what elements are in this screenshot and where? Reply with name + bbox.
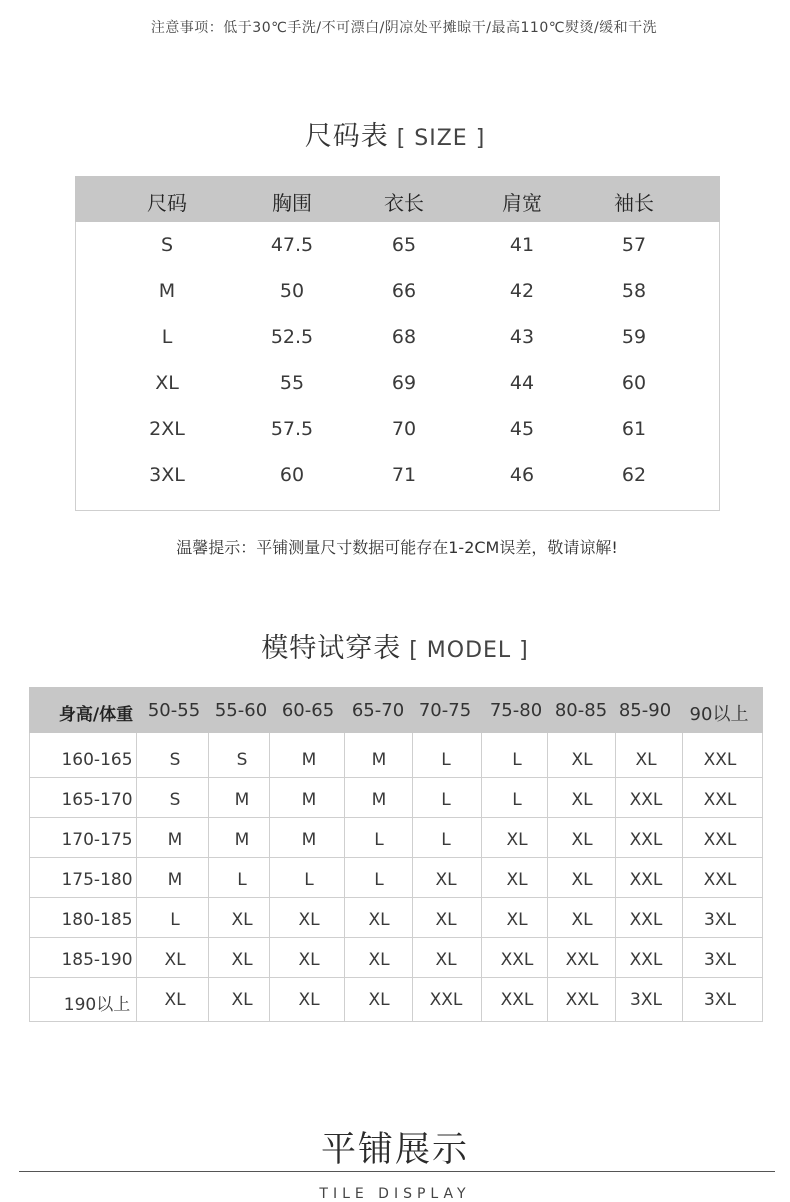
model-size-cell: XL <box>435 950 457 970</box>
model-size-cell: 3XL <box>704 990 736 1010</box>
model-size-cell: M <box>167 830 183 850</box>
size-table-cell: 57 <box>621 234 647 256</box>
size-table-cell: 41 <box>509 234 535 256</box>
model-size-cell: XXL <box>703 750 737 770</box>
size-table-cell: 68 <box>391 326 417 348</box>
size-header-cell: 尺码 <box>147 191 187 215</box>
model-header-weight: 60-65 <box>281 700 335 721</box>
model-size-cell: L <box>237 870 247 890</box>
model-row-height: 180-185 <box>61 910 133 930</box>
model-size-cell: XL <box>571 750 593 770</box>
model-size-cell: S <box>236 750 248 770</box>
model-size-cell: XXL <box>429 990 463 1010</box>
model-row-height: 165-170 <box>61 790 133 810</box>
model-row-height: 170-175 <box>61 830 133 850</box>
size-table <box>75 176 720 511</box>
model-size-cell: 3XL <box>630 990 662 1010</box>
model-header-weight: 85-90 <box>618 700 672 721</box>
table-row-divider <box>30 897 762 898</box>
size-table-cell: S <box>160 234 174 256</box>
size-table-cell: 71 <box>391 464 417 486</box>
size-header-cell: 袖长 <box>614 191 654 215</box>
model-size-cell: XL <box>298 990 320 1010</box>
model-table-body <box>29 733 763 1022</box>
size-chart-title-en: [ SIZE ] <box>396 126 486 151</box>
size-table-cell: 57.5 <box>270 418 314 440</box>
model-size-cell: XXL <box>629 790 663 810</box>
model-size-cell: L <box>374 830 384 850</box>
model-size-cell: M <box>167 870 183 890</box>
model-size-cell: XL <box>571 870 593 890</box>
model-size-cell: M <box>234 790 250 810</box>
model-header-weight: 65-70 <box>351 700 405 721</box>
model-chart-title-cn: 模特试穿表 <box>261 633 402 664</box>
model-size-cell: XXL <box>629 950 663 970</box>
size-table-cell: 42 <box>509 280 535 302</box>
model-size-cell: L <box>512 750 522 770</box>
model-size-cell: XXL <box>703 790 737 810</box>
table-row-divider <box>30 777 762 778</box>
model-size-cell: XL <box>231 950 253 970</box>
size-table-cell: 3XL <box>149 464 185 486</box>
model-size-cell: XL <box>571 910 593 930</box>
model-size-cell: XXL <box>565 990 599 1010</box>
model-header-weight: 55-60 <box>214 700 268 721</box>
size-header-cell: 衣长 <box>384 191 424 215</box>
model-size-cell: M <box>371 750 387 770</box>
size-table-cell: 60 <box>279 464 305 486</box>
size-table-cell: 44 <box>509 372 535 394</box>
model-size-cell: XXL <box>703 830 737 850</box>
size-table-cell: 43 <box>509 326 535 348</box>
model-size-cell: XXL <box>500 950 534 970</box>
model-size-cell: XL <box>435 910 457 930</box>
size-table-cell: 66 <box>391 280 417 302</box>
model-size-cell: L <box>304 870 314 890</box>
model-size-cell: L <box>170 910 180 930</box>
model-chart-title <box>0 626 790 665</box>
model-row-height: 190以上 <box>63 995 131 1015</box>
size-table-cell: 61 <box>621 418 647 440</box>
size-table-header <box>75 176 720 222</box>
size-table-cell: 58 <box>621 280 647 302</box>
model-size-cell: XL <box>231 990 253 1010</box>
model-size-cell: XXL <box>565 950 599 970</box>
measurement-tip: 温馨提示：平铺测量尺寸数据可能存在1-2CM误差，敬请谅解! <box>176 538 618 557</box>
size-table-cell: 47.5 <box>270 234 314 256</box>
table-row-divider <box>30 857 762 858</box>
size-table-cell: 62 <box>621 464 647 486</box>
size-table-cell: 45 <box>509 418 535 440</box>
model-header-corner: 身高/体重 <box>58 705 134 725</box>
size-header-cell: 胸围 <box>272 191 312 215</box>
size-table-cell: 70 <box>391 418 417 440</box>
model-size-cell: XL <box>571 790 593 810</box>
model-size-cell: M <box>371 790 387 810</box>
model-size-cell: XL <box>231 910 253 930</box>
model-size-cell: XL <box>571 830 593 850</box>
size-table-cell: L <box>161 326 173 348</box>
model-header-weight: 50-55 <box>147 700 201 721</box>
model-size-cell: 3XL <box>704 950 736 970</box>
size-header-cell: 肩宽 <box>502 191 542 215</box>
model-size-cell: XL <box>506 910 528 930</box>
tile-display-title: 平铺展示 <box>320 1130 469 1170</box>
model-header-weight: 75-80 <box>489 700 543 721</box>
model-header-weight: 70-75 <box>418 700 472 721</box>
model-size-cell: XL <box>506 870 528 890</box>
model-size-cell: M <box>234 830 250 850</box>
model-size-cell: XL <box>506 830 528 850</box>
size-table-cell: 69 <box>391 372 417 394</box>
model-chart-title-en: [ MODEL ] <box>409 638 529 663</box>
model-size-cell: XL <box>368 990 390 1010</box>
size-chart-title-cn: 尺码表 <box>304 121 389 152</box>
model-size-cell: XL <box>368 910 390 930</box>
care-instructions: 注意事项：低于30℃手洗/不可漂白/阴凉处平摊晾干/最高110℃熨烫/缓和干洗 <box>150 20 658 36</box>
model-size-cell: XXL <box>629 830 663 850</box>
model-size-cell: S <box>169 750 181 770</box>
model-size-cell: S <box>169 790 181 810</box>
size-table-cell: 52.5 <box>270 326 314 348</box>
size-table-cell: M <box>158 280 176 302</box>
model-size-cell: XL <box>164 950 186 970</box>
model-fit-table <box>29 687 763 1022</box>
size-table-cell: 46 <box>509 464 535 486</box>
size-table-cell: 59 <box>621 326 647 348</box>
tile-display-subtitle: TILE DISPLAY <box>319 1186 471 1202</box>
model-size-cell: L <box>512 790 522 810</box>
model-row-height: 185-190 <box>61 950 133 970</box>
model-header-weight: 80-85 <box>554 700 608 721</box>
model-size-cell: M <box>301 750 317 770</box>
model-size-cell: L <box>374 870 384 890</box>
size-table-cell: 60 <box>621 372 647 394</box>
model-size-cell: XL <box>164 990 186 1010</box>
model-size-cell: XL <box>298 910 320 930</box>
model-size-cell: XL <box>368 950 390 970</box>
table-row-divider <box>30 937 762 938</box>
size-table-cell: XL <box>155 372 179 394</box>
model-size-cell: L <box>441 830 451 850</box>
model-size-cell: XXL <box>629 910 663 930</box>
model-size-cell: XL <box>435 870 457 890</box>
size-table-cell: 2XL <box>149 418 185 440</box>
size-table-cell: 65 <box>391 234 417 256</box>
model-size-cell: 3XL <box>704 910 736 930</box>
model-size-cell: L <box>441 790 451 810</box>
model-row-height: 175-180 <box>61 870 133 890</box>
model-size-cell: M <box>301 790 317 810</box>
model-row-height: 160-165 <box>61 750 133 770</box>
model-header-weight: 90以上 <box>689 704 749 725</box>
size-table-cell: 55 <box>279 372 305 394</box>
model-size-cell: XXL <box>703 870 737 890</box>
model-table-header <box>29 687 763 733</box>
model-size-cell: XL <box>298 950 320 970</box>
model-size-cell: XXL <box>500 990 534 1010</box>
model-size-cell: XL <box>635 750 657 770</box>
tile-divider <box>19 1171 775 1172</box>
model-size-cell: XXL <box>629 870 663 890</box>
model-size-cell: L <box>441 750 451 770</box>
table-row-divider <box>30 977 762 978</box>
model-size-cell: M <box>301 830 317 850</box>
size-table-cell: 50 <box>279 280 305 302</box>
size-chart-title <box>0 114 790 153</box>
table-row-divider <box>30 817 762 818</box>
